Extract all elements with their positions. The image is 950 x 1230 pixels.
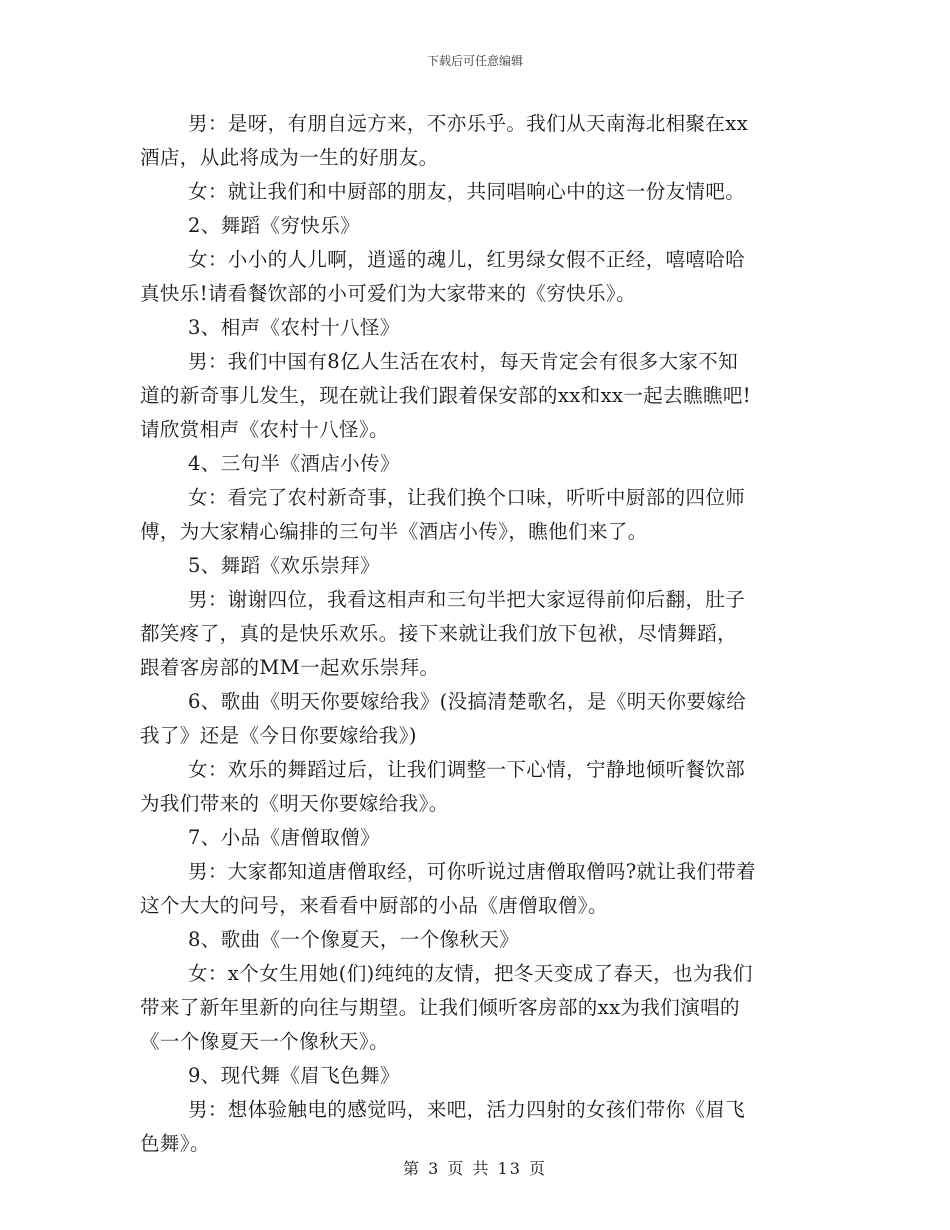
page-header: 下载后可任意编辑 [426,54,523,68]
text-line: 3、相声《农村十八怪》 [188,316,400,339]
text-line: 都笑疼了，真的是快乐欢乐。接下来就让我们放下包袱，尽情舞蹈， [140,622,738,645]
text-line: 男：大家都知道唐僧取经，可你听说过唐僧取僧吗?就让我们带着 [188,860,757,883]
text-line: 《一个像夏天一个像秋天》。 [140,1030,389,1053]
text-line: 男：是呀，有朋自远方来，不亦乐乎。我们从天南海北相聚在xx [188,112,749,135]
text-line: 男：想体验触电的感觉吗，来吧，活力四射的女孩们带你《眉飞 [188,1098,746,1121]
text-line: 道的新奇事儿发生，现在就让我们跟着保安部的xx和xx一起去瞧瞧吧! [140,384,752,407]
text-line: 我了》还是《今日你要嫁给我》) [140,724,417,747]
text-line: 女：看完了农村新奇事，让我们换个口味，听听中厨部的四位师 [188,486,746,509]
document-body [140,107,820,1161]
text-line: 女：小小的人儿啊，逍遥的魂儿，红男绿女假不正经，嘻嘻哈哈 [188,248,746,271]
text-line: 带来了新年里新的向往与期望。让我们倾听客房部的xx为我们演唱的 [140,996,740,1019]
text-line: 女：欢乐的舞蹈过后，让我们调整一下心情，宁静地倾听餐饮部 [188,758,746,781]
text-line: 6、歌曲《明天你要嫁给我》(没搞清楚歌名，是《明天你要嫁给 [188,690,747,713]
text-line: 为我们带来的《明天你要嫁给我》。 [140,792,449,815]
text-line: 9、现代舞《眉飞色舞》 [188,1064,400,1087]
text-line: 请欣赏相声《农村十八怪》。 [140,418,389,441]
text-line: 女：就让我们和中厨部的朋友，共同唱响心中的这一份友情吧。 [188,180,746,203]
text-line: 2、舞蹈《穷快乐》 [188,214,361,237]
text-line: 5、舞蹈《欢乐崇拜》 [188,554,380,577]
text-line: 4、三句半《酒店小传》 [188,452,400,475]
text-line: 酒店，从此将成为一生的好朋友。 [140,146,439,169]
text-line: 8、歌曲《一个像夏天，一个像秋天》 [188,928,520,951]
text-line: 傅，为大家精心编排的三句半《酒店小传》，瞧他们来了。 [140,520,648,543]
text-line: 跟着客房部的MM一起欢乐崇拜。 [140,656,440,679]
text-line: 男：谢谢四位，我看这相声和三句半把大家逗得前仰后翻，肚子 [188,588,746,611]
page-footer: 第 3 页 共 13 页 [403,1159,547,1178]
text-line: 色舞》。 [140,1132,210,1155]
text-line: 真快乐!请看餐饮部的小可爱们为大家带来的《穷快乐》。 [140,282,636,305]
text-line: 7、小品《唐僧取僧》 [188,826,380,849]
text-line: 男：我们中国有8亿人生活在农村，每天肯定会有很多大家不知 [188,350,739,373]
text-line: 女：x个女生用她(们)纯纯的友情，把冬天变成了春天，也为我们 [188,962,753,985]
text-line: 这个大大的问号，来看看中厨部的小品《唐僧取僧》。 [140,894,608,917]
